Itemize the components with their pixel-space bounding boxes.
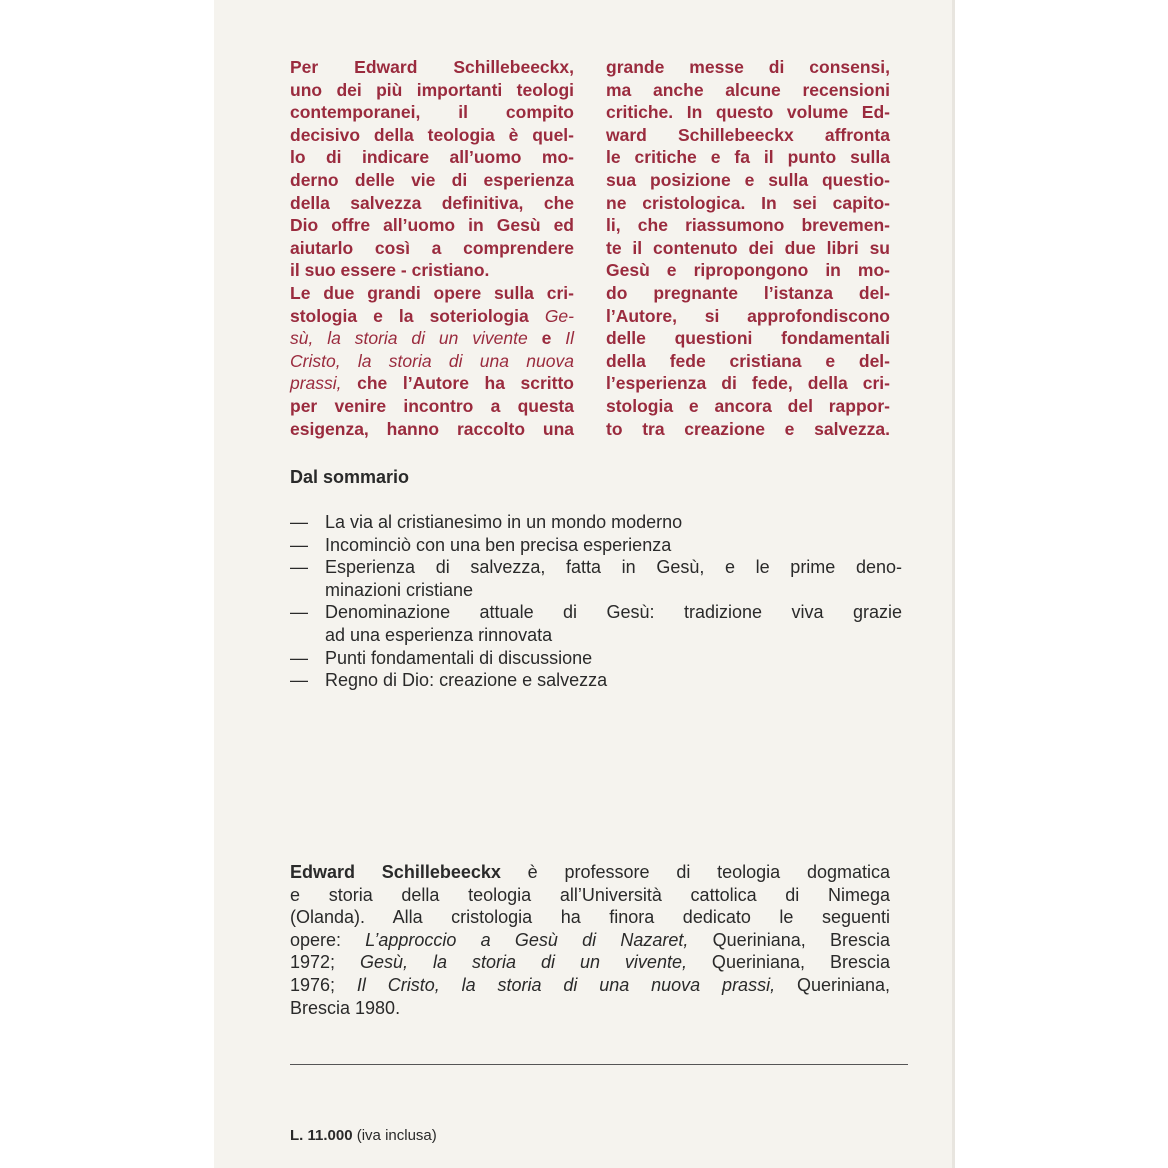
blurb-line: to tra creazione e salvezza. — [606, 418, 890, 439]
blurb-line — [290, 305, 574, 328]
blurb — [290, 56, 890, 440]
author-line — [290, 861, 890, 884]
blurb-line: ma anche alcune recensioni — [606, 79, 890, 100]
summary-item-text: Incominciò con una ben precisa esperienza — [325, 534, 672, 555]
summary-item-text: Punti fondamentali di discussione — [325, 647, 593, 668]
blurb-line: aiutarlo così a comprendere — [290, 237, 574, 258]
book-title-italic: Cristo, la storia di una nuova — [290, 350, 574, 371]
blurb-line: Le due grandi opere sulla cri- — [290, 282, 574, 303]
author-line: e storia della teologia all’Università cattolica di Nimega — [290, 884, 890, 905]
blurb-line: lo di indicare all’uomo mo- — [290, 147, 574, 168]
blurb-line: esigenza, hanno raccolto una — [290, 418, 574, 439]
blurb-text: che l’Autore ha scritto — [341, 373, 574, 394]
blurb-line: contemporanei, il compito — [290, 102, 574, 123]
blurb-line: critiche. In questo volume Ed- — [606, 102, 890, 123]
blurb-line — [290, 327, 574, 350]
blurb-line: le critiche e fa il punto sulla — [606, 147, 890, 168]
summary-item — [290, 556, 902, 601]
author-text: 1972; — [290, 952, 361, 973]
blurb-line: te il contenuto dei due libri su — [606, 237, 890, 258]
blurb-line: l’Autore, si approfondiscono — [606, 305, 890, 326]
blurb-line: ward Schillebeeckx affronta — [606, 124, 890, 145]
blurb-line: della fede cristiana e del- — [606, 350, 890, 371]
summary-item — [290, 601, 902, 646]
blurb-line: grande messe di consensi, — [606, 57, 890, 77]
summary-item — [290, 669, 902, 692]
blurb-line: do pregnante l’istanza del- — [606, 282, 890, 303]
blurb-line: Gesù e ripropongono in mo- — [606, 260, 890, 281]
summary-heading: Dal sommario — [290, 467, 410, 487]
dash-bullet: — — [290, 602, 308, 623]
book-title-italic: Gesù, la storia di un vivente, — [360, 952, 687, 973]
summary-item-text: minazioni cristiane — [325, 579, 474, 600]
blurb-line: sua posizione e sulla questio- — [606, 169, 890, 190]
summary-item-text: ad una esperienza rinnovata — [325, 624, 553, 645]
author-text: è professore di teologia dogmatica — [500, 862, 891, 882]
author-line — [290, 974, 890, 997]
blurb-line: della salvezza definitiva, che — [290, 192, 574, 213]
summary-item — [290, 647, 902, 670]
summary-item-text: Denominazione attuale di Gesù: tradizione viva grazie — [325, 602, 902, 623]
author-text: 1976; — [290, 974, 357, 995]
price-note: (iva inclusa) — [352, 1127, 437, 1144]
cover-edge — [952, 0, 955, 1168]
blurb-line: delle questioni fondamentali — [606, 328, 890, 349]
dash-bullet: — — [290, 670, 308, 691]
price-amount: L. 11.000 — [290, 1127, 353, 1144]
book-title-italic: sù, la storia di un vivente — [290, 328, 528, 349]
blurb-text: stologia e la soteriologia — [290, 305, 545, 326]
summary-item-text: Regno di Dio: creazione e salvezza — [325, 670, 608, 691]
summary-item-text: La via al cristianesimo in un mondo moderno — [325, 512, 683, 532]
book-title-italic: Il Cristo, la storia di una nuova prassi, — [356, 974, 776, 995]
blurb-line: Dio offre all’uomo in Gesù ed — [290, 215, 574, 236]
book-title-italic: prassi, — [290, 373, 342, 394]
blurb-line: il suo essere - cristiano. — [290, 260, 490, 281]
blurb-line: derno delle vie di esperienza — [290, 169, 574, 190]
summary-item — [290, 511, 902, 534]
blurb-text: e — [527, 328, 566, 349]
blurb-line: li, che riassumono brevemen- — [606, 215, 890, 236]
book-title-italic: Il — [565, 328, 574, 349]
author-name: Edward Schillebeeckx — [290, 862, 501, 882]
author-text: Queriniana, Brescia — [686, 952, 890, 973]
blurb-line: ne cristologica. In sei capito- — [606, 192, 890, 213]
author-line — [290, 929, 890, 952]
author-line — [290, 951, 890, 974]
author-text: Queriniana, Brescia — [688, 929, 890, 950]
blurb-line: per venire incontro a questa — [290, 395, 574, 416]
author-text: opere: — [290, 929, 366, 950]
blurb-line — [290, 372, 574, 395]
author-line: (Olanda). Alla cristologia ha finora dedicato le seguenti — [290, 907, 890, 928]
author-bio — [290, 861, 890, 1019]
dash-bullet: — — [290, 534, 308, 555]
author-text: Queriniana, — [775, 974, 890, 995]
summary-item-text: Esperienza di salvezza, fatta in Gesù, e le prime deno- — [325, 557, 902, 578]
blurb-line: stologia e ancora del rappor- — [606, 395, 890, 416]
book-title-italic: L’approccio a Gesù di Nazaret, — [365, 929, 689, 950]
blurb-line: Per Edward Schillebeeckx, — [290, 57, 574, 77]
book-title-italic: Ge- — [544, 305, 574, 326]
summary-list — [290, 511, 902, 692]
dash-bullet: — — [290, 647, 308, 668]
blurb-line — [290, 350, 574, 373]
author-line: Brescia 1980. — [290, 997, 401, 1018]
dash-bullet: — — [290, 557, 308, 578]
horizontal-rule — [290, 1064, 908, 1065]
blurb-line: decisivo della teologia è quel- — [290, 124, 574, 145]
summary-item — [290, 534, 902, 557]
blurb-line: l’esperienza di fede, della cri- — [606, 373, 890, 394]
dash-bullet: — — [290, 512, 308, 532]
blurb-right-column — [606, 56, 890, 440]
blurb-line: uno dei più importanti teologi — [290, 79, 574, 100]
blurb-left-column — [290, 56, 574, 440]
price — [290, 1127, 437, 1144]
